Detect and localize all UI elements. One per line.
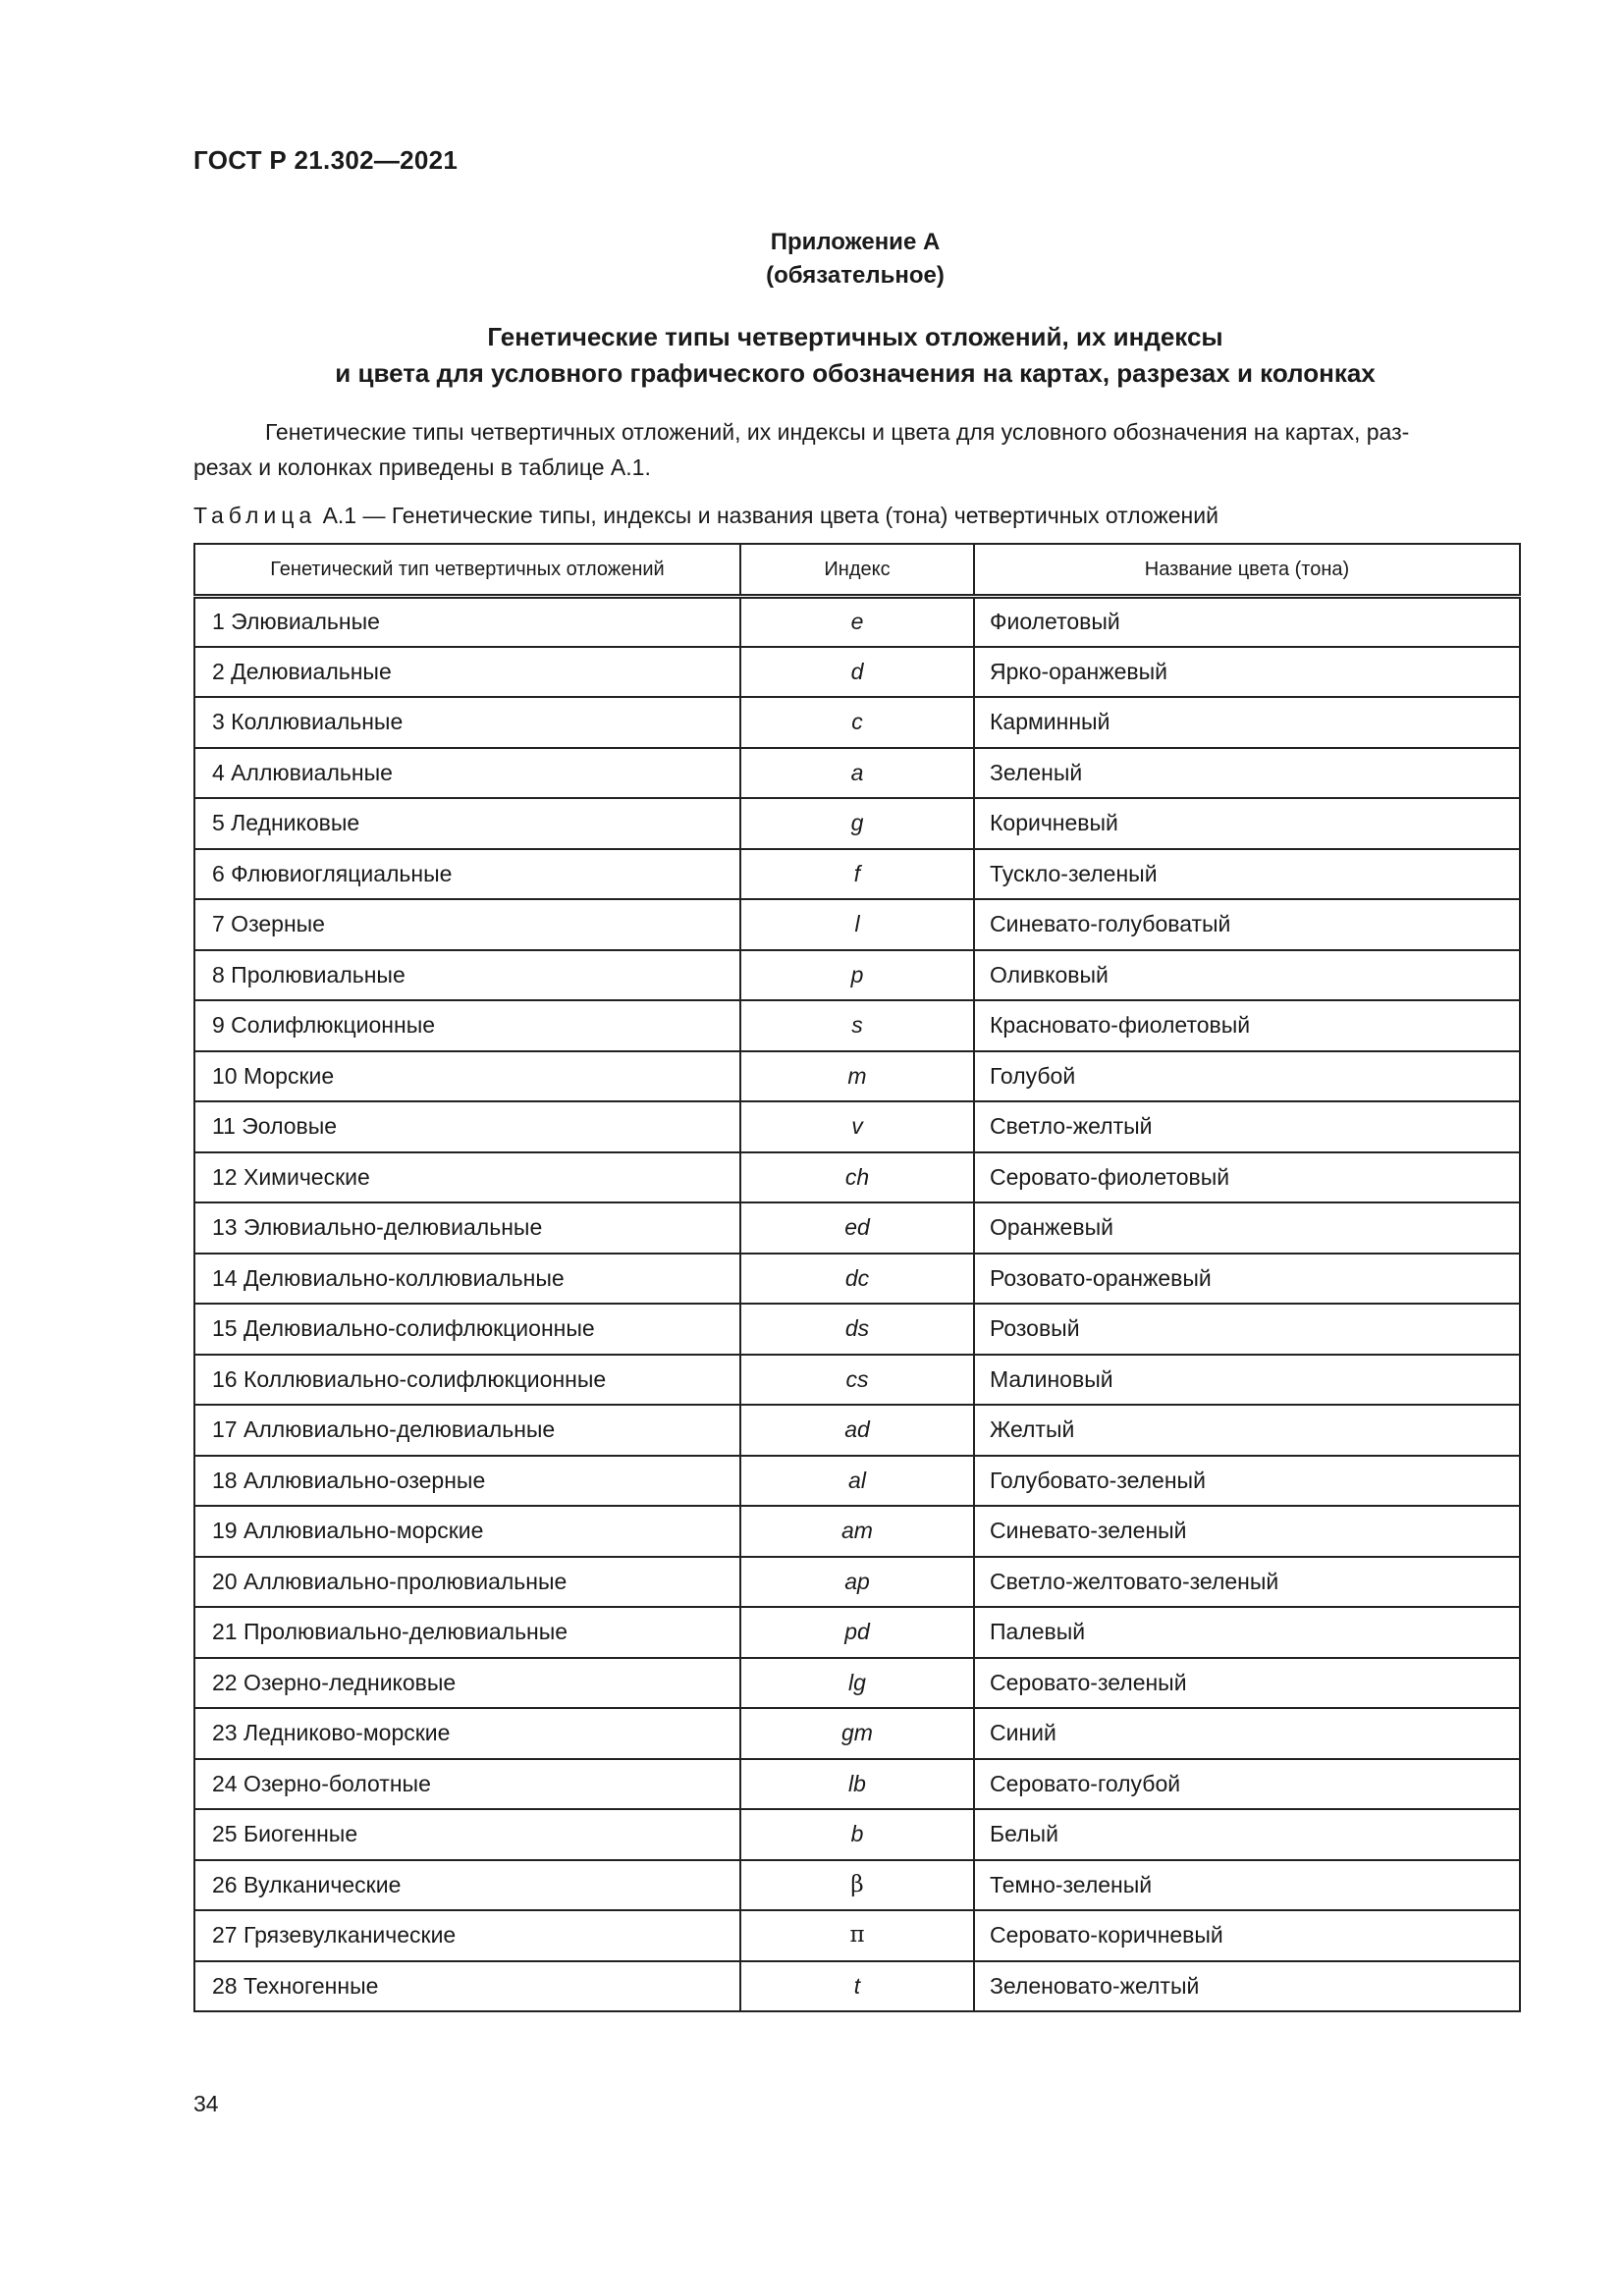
table-row: [194, 1506, 1520, 1557]
table-row: [194, 1658, 1520, 1709]
deposit-type-cell: 21 Пролювиально-делювиальные: [194, 1607, 740, 1658]
table-row: [194, 1456, 1520, 1507]
deposit-type-cell: 28 Техногенные: [194, 1961, 740, 2012]
deposit-color-cell: Голубовато-зеленый: [974, 1456, 1520, 1507]
deposit-type-cell: 1 Элювиальные: [194, 596, 740, 647]
deposit-index-cell: c: [740, 697, 974, 748]
table-row: [194, 1254, 1520, 1305]
table-row: [194, 1961, 1520, 2012]
deposit-type-cell: 11 Эоловые: [194, 1101, 740, 1152]
deposit-color-cell: Оливковый: [974, 950, 1520, 1001]
deposit-type-cell: 23 Ледниково-морские: [194, 1708, 740, 1759]
deposit-color-cell: Серовато-голубой: [974, 1759, 1520, 1810]
deposit-type-cell: 10 Морские: [194, 1051, 740, 1102]
deposit-index-cell: d: [740, 647, 974, 698]
table-row: [194, 748, 1520, 799]
table-caption-text: А.1 — Генетические типы, индексы и названия цвета (тона) четвертичных отложений: [316, 503, 1218, 528]
deposit-color-cell: Тускло-зеленый: [974, 849, 1520, 900]
deposit-index-cell: ed: [740, 1202, 974, 1254]
deposit-index-cell: lb: [740, 1759, 974, 1810]
table-row: [194, 1860, 1520, 1911]
intro-line-1: Генетические типы четвертичных отложений, их индексы и цвета для условного обозначения на картах, раз-: [265, 419, 1410, 445]
table-row: [194, 1405, 1520, 1456]
deposit-type-cell: 4 Аллювиальные: [194, 748, 740, 799]
table-row: [194, 1607, 1520, 1658]
deposit-color-cell: Ярко-оранжевый: [974, 647, 1520, 698]
deposit-index-cell: v: [740, 1101, 974, 1152]
deposit-type-cell: 24 Озерно-болотные: [194, 1759, 740, 1810]
table-row: [194, 1809, 1520, 1860]
deposit-type-cell: 19 Аллювиально-морские: [194, 1506, 740, 1557]
deposit-color-cell: Оранжевый: [974, 1202, 1520, 1254]
deposit-index-cell: p: [740, 950, 974, 1001]
table-row: [194, 1557, 1520, 1608]
deposit-type-cell: 6 Флювиогляциальные: [194, 849, 740, 900]
deposit-type-cell: 12 Химические: [194, 1152, 740, 1203]
deposit-index-cell: e: [740, 596, 974, 647]
appendix-heading-line-1: Генетические типы четвертичных отложений, их индексы: [487, 322, 1223, 351]
table-row: [194, 1304, 1520, 1355]
deposit-color-cell: Синевато-голубоватый: [974, 899, 1520, 950]
deposit-index-cell: m: [740, 1051, 974, 1102]
table-row: [194, 596, 1520, 647]
deposit-color-cell: Белый: [974, 1809, 1520, 1860]
deposit-type-cell: 17 Аллювиально-делювиальные: [194, 1405, 740, 1456]
table-row: [194, 1910, 1520, 1961]
deposit-color-cell: Палевый: [974, 1607, 1520, 1658]
table-row: [194, 899, 1520, 950]
deposit-index-cell: ad: [740, 1405, 974, 1456]
intro-line-2: резах и колонках приведены в таблице А.1.: [193, 454, 651, 480]
deposit-color-cell: Карминный: [974, 697, 1520, 748]
header-index: Индекс: [740, 544, 974, 596]
header-color: Название цвета (тона): [974, 544, 1520, 596]
deposit-color-cell: Малиновый: [974, 1355, 1520, 1406]
deposit-color-cell: Серовато-зеленый: [974, 1658, 1520, 1709]
deposit-index-cell: a: [740, 748, 974, 799]
deposit-type-cell: 7 Озерные: [194, 899, 740, 950]
deposit-index-cell: s: [740, 1000, 974, 1051]
deposit-type-cell: 20 Аллювиально-пролювиальные: [194, 1557, 740, 1608]
deposit-type-cell: 26 Вулканические: [194, 1860, 740, 1911]
deposit-color-cell: Серовато-коричневый: [974, 1910, 1520, 1961]
deposit-index-cell: am: [740, 1506, 974, 1557]
deposit-index-cell: ap: [740, 1557, 974, 1608]
deposit-type-cell: 8 Пролювиальные: [194, 950, 740, 1001]
deposits-table: [193, 543, 1521, 2012]
deposit-type-cell: 15 Делювиально-солифлюкционные: [194, 1304, 740, 1355]
deposit-color-cell: Желтый: [974, 1405, 1520, 1456]
deposit-index-cell: pd: [740, 1607, 974, 1658]
deposit-color-cell: Фиолетовый: [974, 596, 1520, 647]
deposit-index-cell: gm: [740, 1708, 974, 1759]
table-row: [194, 798, 1520, 849]
deposit-color-cell: Светло-желтовато-зеленый: [974, 1557, 1520, 1608]
table-row: [194, 1202, 1520, 1254]
deposit-index-cell: dc: [740, 1254, 974, 1305]
deposit-type-cell: 9 Солифлюкционные: [194, 1000, 740, 1051]
deposit-index-cell: l: [740, 899, 974, 950]
deposit-index-cell: ch: [740, 1152, 974, 1203]
deposit-color-cell: Зеленый: [974, 748, 1520, 799]
deposit-type-cell: 5 Ледниковые: [194, 798, 740, 849]
deposit-index-cell: g: [740, 798, 974, 849]
deposit-index-cell: b: [740, 1809, 974, 1860]
deposit-type-cell: 3 Коллювиальные: [194, 697, 740, 748]
deposit-color-cell: Светло-желтый: [974, 1101, 1520, 1152]
deposit-color-cell: Голубой: [974, 1051, 1520, 1102]
page-number: 34: [193, 2091, 219, 2116]
deposit-color-cell: Синий: [974, 1708, 1520, 1759]
table-row: [194, 697, 1520, 748]
table-row: [194, 1152, 1520, 1203]
appendix-title: Приложение А: [770, 229, 941, 255]
table-row: [194, 1759, 1520, 1810]
table-row: [194, 950, 1520, 1001]
deposit-type-cell: 25 Биогенные: [194, 1809, 740, 1860]
deposit-type-cell: 27 Грязевулканические: [194, 1910, 740, 1961]
deposit-index-cell: lg: [740, 1658, 974, 1709]
deposit-type-cell: 2 Делювиальные: [194, 647, 740, 698]
table-caption-label: Таблица: [193, 503, 317, 528]
table-row: [194, 647, 1520, 698]
deposit-type-cell: 22 Озерно-ледниковые: [194, 1658, 740, 1709]
table-header-row: [194, 544, 1520, 596]
appendix-heading-line-2: и цвета для условного графического обозначения на картах, разрезах и колонках: [335, 358, 1376, 388]
table-caption: [193, 499, 1218, 532]
deposit-color-cell: Розовый: [974, 1304, 1520, 1355]
deposit-color-cell: Красновато-фиолетовый: [974, 1000, 1520, 1051]
table-row: [194, 1355, 1520, 1406]
table-row: [194, 849, 1520, 900]
deposit-color-cell: Серовато-фиолетовый: [974, 1152, 1520, 1203]
header-type: Генетический тип четвертичных отложений: [194, 544, 740, 596]
deposit-index-cell: β: [740, 1860, 974, 1911]
deposit-color-cell: Коричневый: [974, 798, 1520, 849]
deposit-index-cell: al: [740, 1456, 974, 1507]
deposit-type-cell: 13 Элювиально-делювиальные: [194, 1202, 740, 1254]
document-code: ГОСТ Р 21.302—2021: [193, 145, 459, 175]
table-row: [194, 1051, 1520, 1102]
deposit-type-cell: 18 Аллювиально-озерные: [194, 1456, 740, 1507]
deposit-type-cell: 16 Коллювиально-солифлюкционные: [194, 1355, 740, 1406]
table-row: [194, 1000, 1520, 1051]
intro-paragraph: [193, 414, 1517, 485]
deposit-color-cell: Зеленовато-желтый: [974, 1961, 1520, 2012]
deposit-index-cell: f: [740, 849, 974, 900]
deposit-index-cell: π: [740, 1910, 974, 1961]
table-row: [194, 1708, 1520, 1759]
deposit-color-cell: Розовато-оранжевый: [974, 1254, 1520, 1305]
table-body: [194, 596, 1520, 2011]
deposit-index-cell: t: [740, 1961, 974, 2012]
table-row: [194, 1101, 1520, 1152]
deposit-type-cell: 14 Делювиально-коллювиальные: [194, 1254, 740, 1305]
appendix-status: (обязательное): [766, 262, 945, 289]
deposit-color-cell: Темно-зеленый: [974, 1860, 1520, 1911]
deposit-index-cell: ds: [740, 1304, 974, 1355]
deposit-color-cell: Синевато-зеленый: [974, 1506, 1520, 1557]
deposit-index-cell: cs: [740, 1355, 974, 1406]
